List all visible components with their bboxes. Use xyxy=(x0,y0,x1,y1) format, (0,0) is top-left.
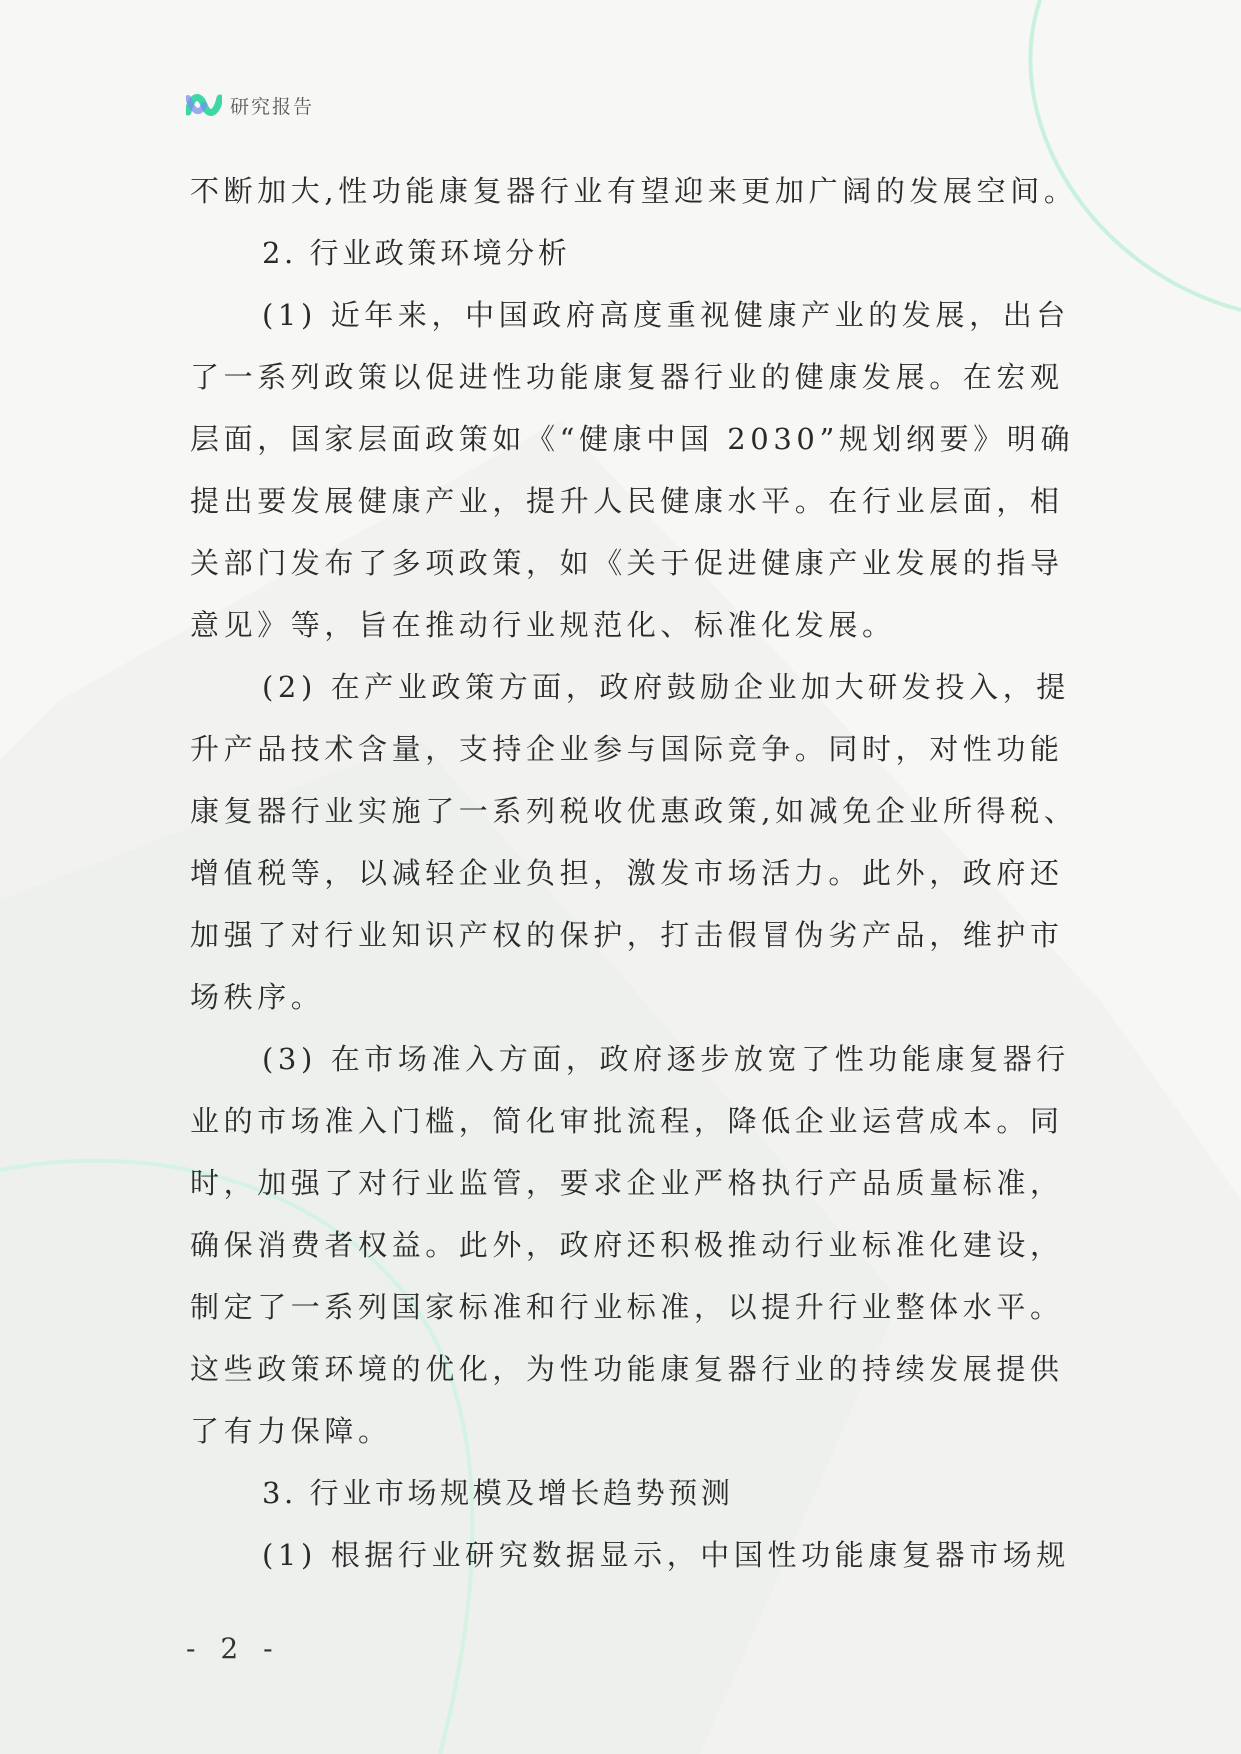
body-text-line: 了有力保障。 xyxy=(190,1414,392,1448)
paragraph-first-line: (1) 根据行业研究数据显示，中国性功能康复器市场规 xyxy=(262,1538,1070,1572)
section-heading: 2. 行业政策环境分析 xyxy=(262,236,571,270)
body-text-line: 意见》等，旨在推动行业规范化、标准化发展。 xyxy=(190,608,896,642)
body-text-line: 了一系列政策以促进性功能康复器行业的健康发展。在宏观 xyxy=(190,360,1064,394)
paragraph-first-line: (2) 在产业政策方面，政府鼓励企业加大研发投入，提 xyxy=(262,670,1070,704)
body-text-line: 增值税等，以减轻企业负担，激发市场活力。此外，政府还 xyxy=(190,856,1064,890)
paragraph-first-line: (3) 在市场准入方面，政府逐步放宽了性功能康复器行 xyxy=(262,1042,1070,1076)
body-text-line: 制定了一系列国家标准和行业标准，以提升行业整体水平。 xyxy=(190,1290,1064,1324)
research-report-logo-icon xyxy=(186,90,222,120)
paragraph-first-line: (1) 近年来，中国政府高度重视健康产业的发展，出台 xyxy=(262,298,1070,332)
body-text-line: 业的市场准入门槛，简化审批流程，降低企业运营成本。同 xyxy=(190,1104,1064,1138)
body-text-line: 康复器行业实施了一系列税收优惠政策,如减免企业所得税、 xyxy=(190,794,1078,828)
body-text-line: 关部门发布了多项政策，如《关于促进健康产业发展的指导 xyxy=(190,546,1064,580)
page-number: - 2 - xyxy=(186,1632,281,1665)
section-heading: 3. 行业市场规模及增长趋势预测 xyxy=(262,1476,734,1510)
body-text-line: 提出要发展健康产业，提升人民健康水平。在行业层面，相 xyxy=(190,484,1064,518)
body-text-line: 不断加大,性功能康复器行业有望迎来更加广阔的发展空间。 xyxy=(190,174,1078,208)
body-text-line: 这些政策环境的优化，为性功能康复器行业的持续发展提供 xyxy=(190,1352,1064,1386)
body-text-line: 时，加强了对行业监管，要求企业严格执行产品质量标准， xyxy=(190,1166,1064,1200)
body-text-line: 加强了对行业知识产权的保护，打击假冒伪劣产品，维护市 xyxy=(190,918,1064,952)
body-text-line: 确保消费者权益。此外，政府还积极推动行业标准化建设， xyxy=(190,1228,1064,1262)
document-body xyxy=(190,160,1078,1586)
body-text-line: 场秩序。 xyxy=(190,980,325,1014)
report-header xyxy=(186,88,314,122)
header-title: 研究报告 xyxy=(230,95,315,118)
body-text-line: 升产品技术含量，支持企业参与国际竞争。同时，对性功能 xyxy=(190,732,1064,766)
body-text-line: 层面，国家层面政策如《“健康中国 2030”规划纲要》明确 xyxy=(190,422,1075,456)
